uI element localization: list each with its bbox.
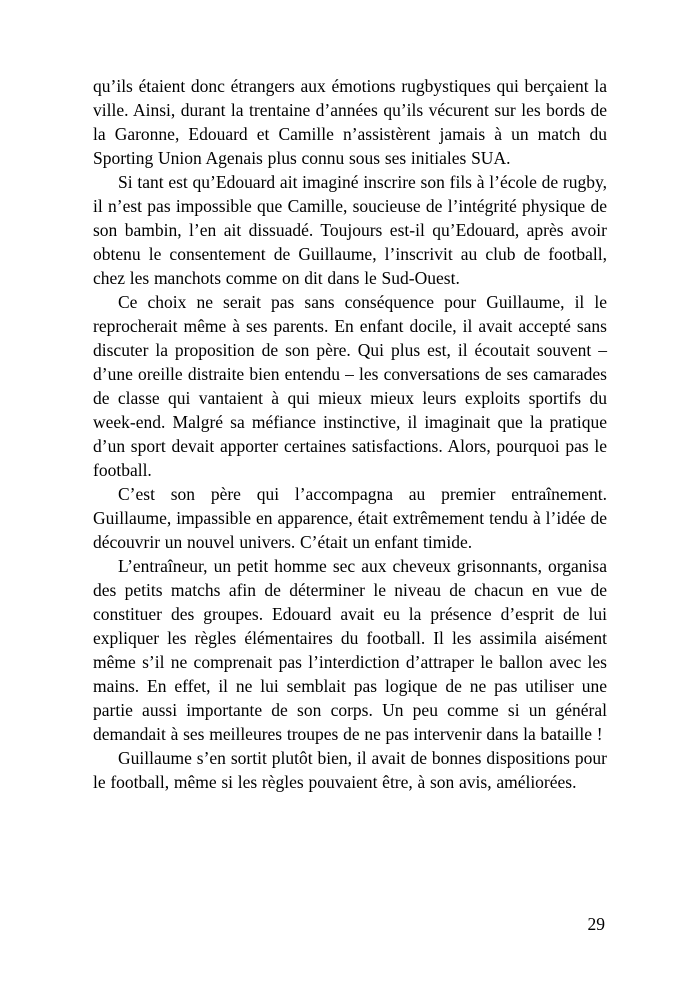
- paragraph: Guillaume s’en sortit plutôt bien, il avait de bonnes dispositions pour le football, même si les règles pouvaient être, à son avis, améliorées.: [93, 748, 607, 792]
- paragraph: Si tant est qu’Edouard ait imaginé inscrire son fils à l’école de rugby, il n’est pas impossible que Camille, soucieuse de l’intégrité physique de son bambin, l’en ait dissuadé. Toujours est-il qu’Edouard, après avoir obtenu le consentement de Guillaume, l’inscrivit au club de football, chez les manchots comme on dit dans le Sud-Ouest.: [93, 172, 607, 288]
- body-text: [93, 74, 607, 794]
- paragraph: C’est son père qui l’accompagna au premier entraînement. Guillaume, impassible en apparence, était extrêmement tendu à l’idée de découvrir un nouvel univers. C’était un enfant timide.: [93, 484, 607, 552]
- paragraph: L’entraîneur, un petit homme sec aux cheveux grisonnants, organisa des petits matchs afin de déterminer le niveau de chacun en vue de constituer des groupes. Edouard avait eu la présence d’esprit de lui expliquer les règles élémentaires du football. Il les assimila aisément même s’il ne comprenait pas l’interdiction d’attraper le ballon avec les mains. En effet, il ne lui semblait pas logique de ne pas utiliser une partie aussi importante de son corps. Un peu comme si un général demandait à ses meilleures troupes de ne pas intervenir dans la bataille !: [93, 556, 607, 744]
- page-number: 29: [587, 914, 605, 934]
- paragraph-continuation: qu’ils étaient donc étrangers aux émotions rugbystiques qui berçaient la ville. Ainsi, durant la trentaine d’années qu’ils vécurent sur les bords de la Garonne, Edouard et Camille n’assistèrent jamais à un match du Sporting Union Agenais plus connu sous ses initiales SUA.: [93, 76, 607, 168]
- paragraph: Ce choix ne serait pas sans conséquence pour Guillaume, il le reprocherait même à ses parents. En enfant docile, il avait accepté sans discuter la proposition de son père. Qui plus est, il écoutait souvent – d’une oreille distraite bien entendu – les conversations de ses camarades de classe qui vantaient à qui mieux mieux leurs exploits sportifs du week-end. Malgré sa méfiance instinctive, il imaginait que la pratique d’un sport devait apporter certaines satisfactions. Alors, pourquoi pas le football.: [93, 292, 607, 480]
